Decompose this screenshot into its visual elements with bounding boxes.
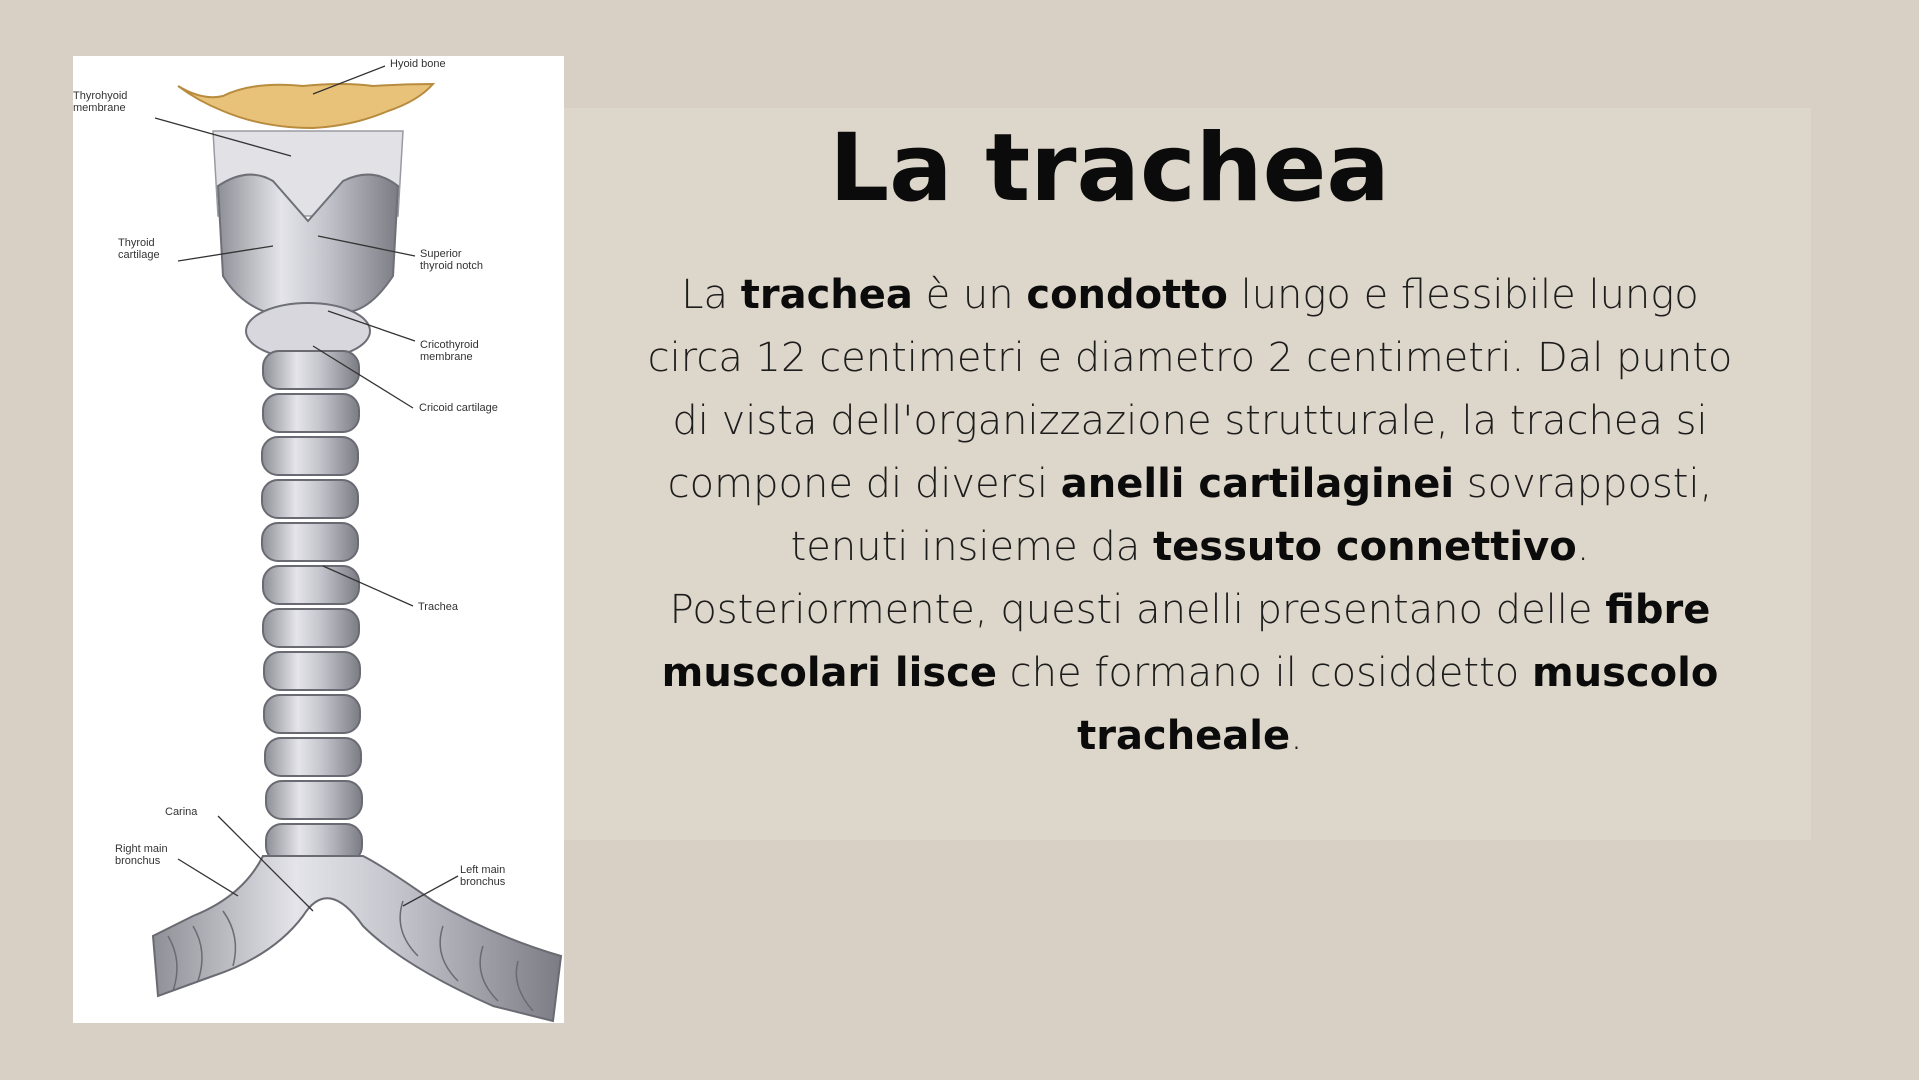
paragraph-text: lungo e flessibile lungo circa 12 centimetri e diametro 2 centimetri. Dal punto di vista dell'organizzazione strutturale, la trachea si compone di diversi xyxy=(647,272,1733,507)
label-cricoid-cartilage: Cricoid cartilage xyxy=(419,402,498,414)
paragraph-text: La xyxy=(681,272,741,318)
slide-title: La trachea xyxy=(829,114,1390,223)
bold-term: trachea xyxy=(740,272,913,318)
paragraph-text: sovrapposti, tenuti insieme da xyxy=(790,461,1713,570)
label-left-main-bronchus: Left main bronchus xyxy=(460,864,506,888)
paragraph-text: . Posteriormente, questi anelli presentano delle xyxy=(669,524,1606,633)
bold-term: condotto xyxy=(1026,272,1228,318)
label-cricothyroid-membrane: Cricothyroid membrane xyxy=(420,339,479,363)
paragraph-text: . xyxy=(1290,713,1303,759)
label-hyoid-bone: Hyoid bone xyxy=(390,58,446,70)
body-paragraph xyxy=(630,264,1750,768)
label-right-main-bronchus: Right main bronchus xyxy=(115,843,168,867)
paragraph-text: che formano il cosiddetto xyxy=(996,650,1532,696)
label-thyrohyoid-membrane: Thyrohyoid membrane xyxy=(73,90,128,114)
bold-term: tessuto connettivo xyxy=(1153,524,1577,570)
paragraph-text: è un xyxy=(912,272,1027,318)
bold-term: anelli cartilaginei xyxy=(1060,461,1455,507)
label-carina: Carina xyxy=(165,806,198,818)
bold-term: fibre muscolari lisce xyxy=(661,587,1711,696)
label-thyroid-cartilage: Thyroid cartilage xyxy=(118,237,160,261)
label-trachea: Trachea xyxy=(418,601,458,613)
label-superior-thyroid-notch: Superior thyroid notch xyxy=(420,248,483,272)
bold-term: muscolo tracheale xyxy=(1077,650,1719,759)
